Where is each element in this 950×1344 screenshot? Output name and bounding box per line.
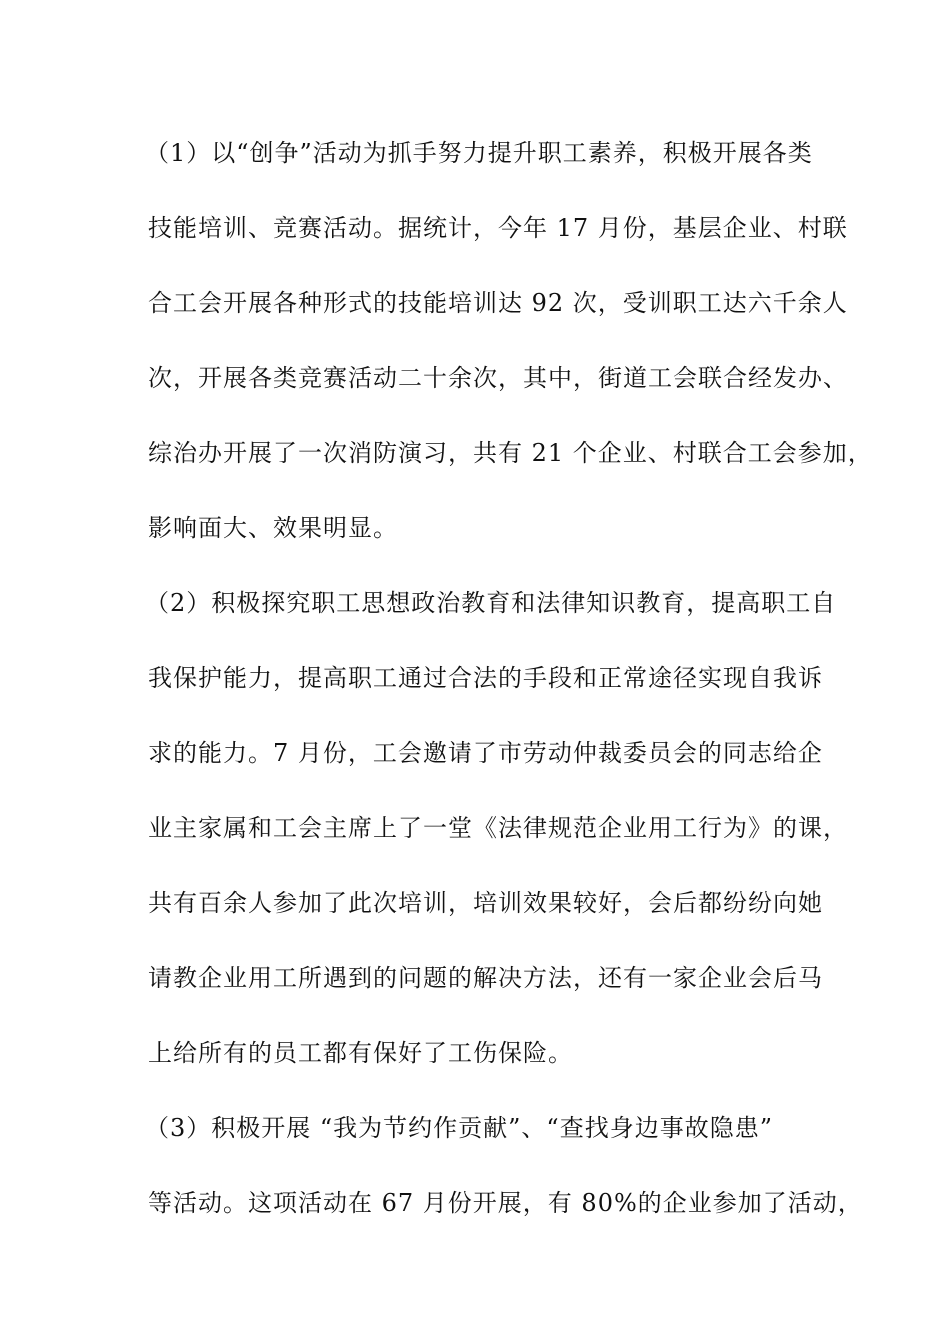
paragraph-1-line-2: 技能培训、竞赛活动。据统计，今年 17 月份，基层企业、村联 — [148, 214, 848, 242]
paragraph-1-line-1: （1）以“创争”活动为抓手努力提升职工素养，积极开展各类 — [145, 139, 813, 167]
paragraph-1-line-4: 次，开展各类竞赛活动二十余次，其中，街道工会联合经发办、 — [148, 364, 848, 392]
paragraph-2-line-6: 请教企业用工所遇到的问题的解决方法，还有一家企业会后马 — [148, 964, 823, 992]
paragraph-2-line-7: 上给所有的员工都有保好了工伤保险。 — [148, 1039, 573, 1067]
paragraph-1-line-5: 综治办开展了一次消防演习，共有 21 个企业、村联合工会参加， — [148, 439, 873, 467]
paragraph-2-line-3: 求的能力。7 月份，工会邀请了市劳动仲裁委员会的同志给企 — [148, 739, 823, 767]
paragraph-2-line-1: （2）积极探究职工思想政治教育和法律知识教育，提高职工自 — [145, 589, 837, 617]
paragraph-2-line-5: 共有百余人参加了此次培训，培训效果较好，会后都纷纷向她 — [148, 889, 823, 917]
paragraph-3-line-2: 等活动。这项活动在 67 月份开展，有 80%的企业参加了活动， — [148, 1189, 863, 1217]
paragraph-3-line-1: （3）积极开展 “我为节约作贡献”、“查找身边事故隐患” — [145, 1114, 773, 1142]
paragraph-2-line-4: 业主家属和工会主席上了一堂《法律规范企业用工行为》的课， — [148, 814, 848, 842]
paragraph-2-line-2: 我保护能力，提高职工通过合法的手段和正常途径实现自我诉 — [148, 664, 823, 692]
document-body — [145, 130, 873, 1255]
paragraph-1-line-6: 影响面大、效果明显。 — [148, 514, 398, 542]
paragraph-1-line-3: 合工会开展各种形式的技能培训达 92 次，受训职工达六千余人 — [148, 289, 848, 317]
